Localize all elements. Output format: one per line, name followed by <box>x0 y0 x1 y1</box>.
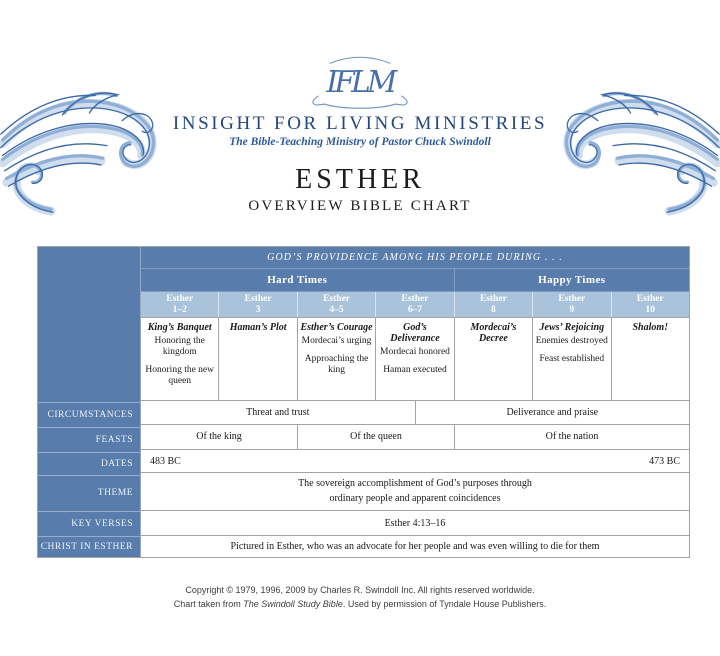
section-point: Approaching the king <box>304 353 369 375</box>
section-content-row <box>141 318 689 401</box>
ministry-tagline: The Bible-Teaching Ministry of Pastor Chuck Swindoll <box>229 136 491 148</box>
theme-line-2: ordinary people and apparent coincidences <box>329 492 501 504</box>
feast-of-the-queen: Of the queen <box>298 425 455 449</box>
content-cell-gods-deliverance <box>376 318 454 400</box>
providence-banner-text: GOD’S PROVIDENCE AMONG HIS PEOPLE DURING . . . <box>267 251 563 263</box>
row-label-theme: THEME <box>38 475 140 512</box>
chapter-range: 3 <box>255 304 261 315</box>
monogram-text: IFLM <box>326 65 394 100</box>
section-point: Honoring the kingdom <box>154 335 205 357</box>
flourish-right-art <box>545 86 720 216</box>
chart-data-columns <box>141 247 689 557</box>
era-sections-row <box>141 269 689 293</box>
key-verses-value: Esther 4:13–16 <box>384 517 446 529</box>
dates-row <box>141 450 689 474</box>
feasts-row <box>141 425 689 450</box>
feast-of-the-king: Of the king <box>141 425 298 449</box>
content-cell-esthers-courage <box>298 318 376 400</box>
section-title: Esther’s Courage <box>300 321 373 333</box>
decorative-scroll-flourish-right <box>545 86 720 216</box>
copyright-line: Copyright © 1979, 1996, 2009 by Charles R. Swindoll Inc. All rights reserved worldwide. <box>185 585 535 595</box>
section-point: Honoring the new queen <box>145 364 215 386</box>
label-column-blank-block <box>38 247 140 402</box>
chapter-header-esther-9 <box>533 292 611 317</box>
theme-row <box>141 473 689 510</box>
book-title: ESTHER <box>295 164 425 195</box>
chapter-book: Esther <box>244 293 272 304</box>
content-cell-shalom <box>612 318 689 400</box>
organization-name: INSIGHT FOR LIVING MINISTRIES <box>172 113 548 134</box>
attribution-line <box>0 598 720 612</box>
date-start: 483 BC <box>150 455 181 467</box>
christ-in-esther-value: Pictured in Esther, who was an advocate for her people and was even willing to die for them <box>230 541 600 553</box>
decorative-scroll-flourish-left <box>0 86 175 216</box>
iflm-monogram-art <box>300 52 420 110</box>
chapter-range: 8 <box>491 304 496 315</box>
content-cell-jews-rejoicing <box>533 318 611 400</box>
chapter-header-esther-3 <box>219 292 297 317</box>
row-label-key-verses: KEY VERSES <box>38 511 140 536</box>
row-label-circumstances: CIRCUMSTANCES <box>38 402 140 427</box>
attribution-book-title: The Swindoll Study Bible <box>243 598 343 609</box>
content-cell-mordecais-decree <box>455 318 533 400</box>
feast-of-the-nation: Of the nation <box>545 431 599 443</box>
chapter-header-esther-6-7 <box>376 292 454 317</box>
chapter-book: Esther <box>401 293 429 304</box>
section-point: Mordecai honored <box>380 346 450 357</box>
section-point: Feast established <box>539 353 605 364</box>
chapter-range: 1–2 <box>172 304 187 315</box>
attribution-suffix: . Used by permission of Tyndale House Publishers. <box>342 598 547 609</box>
christ-in-esther-row <box>141 536 689 557</box>
circumstances-threat-and-trust: Threat and trust <box>141 401 416 425</box>
row-label-column <box>38 247 141 557</box>
bible-overview-chart-table <box>37 246 690 558</box>
content-cell-kings-banquet <box>141 318 219 400</box>
section-title: Jews’ Rejoicing <box>539 321 605 333</box>
section-hard-times: Hard Times <box>141 269 455 292</box>
chapter-header-esther-10 <box>612 292 689 317</box>
key-verses-row <box>141 511 689 537</box>
providence-banner-row <box>141 247 689 269</box>
section-title: Mordecai’s Decree <box>470 321 517 344</box>
attribution-prefix: Chart taken from <box>173 598 244 609</box>
row-label-christ-in-esther: CHRIST IN ESTHER <box>38 536 140 557</box>
row-label-feasts: FEASTS <box>38 427 140 452</box>
chapter-header-esther-1-2 <box>141 292 219 317</box>
iflm-monogram-logo <box>300 52 420 110</box>
chapter-book: Esther <box>323 293 351 304</box>
row-label-dates: DATES <box>38 452 140 475</box>
content-cell-hamans-plot <box>219 318 297 400</box>
flourish-left-art <box>0 86 175 216</box>
section-point: Haman executed <box>383 364 447 375</box>
section-title: King’s Banquet <box>147 321 212 333</box>
chapter-book: Esther <box>166 293 194 304</box>
chapter-header-row <box>141 292 689 318</box>
chapter-range: 10 <box>645 304 655 315</box>
section-title: Haman’s Plot <box>229 321 287 333</box>
chart-subtitle: OVERVIEW BIBLE CHART <box>248 198 472 214</box>
circumstances-deliverance-and-praise: Deliverance and praise <box>506 406 599 418</box>
chapter-book: Esther <box>636 293 664 304</box>
section-happy-times: Happy Times <box>538 273 606 286</box>
copyright-footer <box>0 584 720 612</box>
date-end: 473 BC <box>649 455 680 467</box>
chapter-range: 9 <box>569 304 575 315</box>
chapter-book: Esther <box>558 293 586 304</box>
section-title: Shalom! <box>632 321 669 333</box>
chapter-header-esther-4-5 <box>298 292 376 317</box>
section-point: Mordecai’s urging <box>301 335 372 346</box>
chapter-range: 6–7 <box>407 304 423 315</box>
chapter-book: Esther <box>479 293 507 304</box>
chapter-range: 4–5 <box>329 304 344 315</box>
circumstances-row <box>141 401 689 426</box>
theme-line-1: The sovereign accomplishment of God’s purposes through <box>298 478 532 490</box>
chapter-header-esther-8 <box>455 292 533 317</box>
section-point: Enemies destroyed <box>535 335 608 346</box>
section-title: God’s Deliverance <box>390 321 440 344</box>
